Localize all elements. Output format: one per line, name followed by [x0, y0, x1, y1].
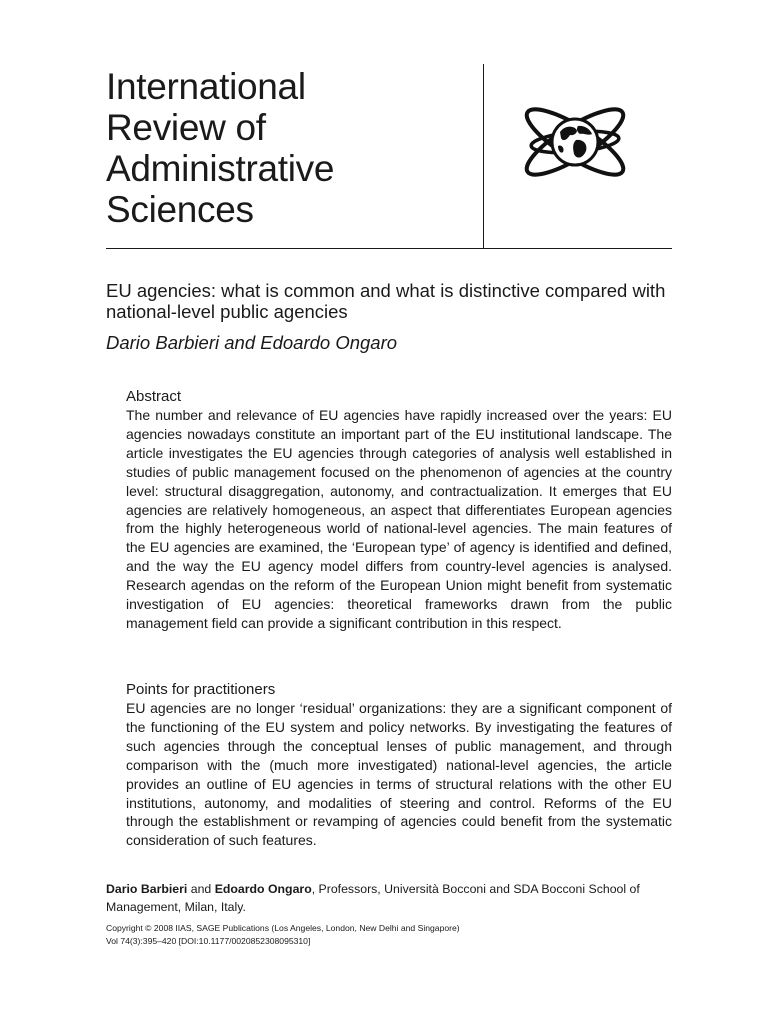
copyright-notice [106, 922, 672, 948]
citation-line: Vol 74(3):395–420 [DOI:10.1177/0020852308095310] [106, 936, 311, 946]
abstract-section [126, 387, 672, 633]
affiliation-and: and [187, 882, 215, 896]
points-text: EU agencies are no longer ‘residual’ organizations: they are a significant component of the functioning of the EU system and policy networks. By investigating the features of such agencies through the conceptual lenses of public management, and through comparison with the (much more investigated) national-level agencies, the article provides an outline of EU agencies in terms of structural relations with the other EU institutions, autonomy, and modalities of steering and control. Reforms of the EU through the establishment or revamping of agencies could benefit from the systematic consideration of such features. [126, 700, 672, 849]
author-affiliation [106, 880, 672, 916]
journal-title [106, 66, 466, 230]
journal-title-line: Administrative [106, 148, 335, 189]
article-title: EU agencies: what is common and what is distinctive compared with national-level public agencies [106, 280, 666, 322]
abstract-text: The number and relevance of EU agencies have rapidly increased over the years: EU agencies nowadays constitute an important part of the EU institutional landscape. The article investigates the EU agencies through categories of analysis well established in studies of public management focused on the phenomenon of agencies at the country level: structural disaggregation, autonomy, and contractualization. It emerges that EU agencies are relatively homogeneous, an aspect that differentiates European agencies from the highly heterogeneous world of national-level agencies. The main features of the EU agencies are examined, the ‘European type’ of agency is identified and defined, and the way the EU agency model differs from country-level agencies is analysed. Research agendas on the reform of the European Union might benefit from systematic investigation of EU agencies: theoretical frameworks drawn from the public management field can provide a significant contribution in this respect. [126, 407, 672, 631]
header-horizontal-divider [106, 248, 672, 249]
article-authors: Dario Barbieri and Edoardo Ongaro [106, 332, 398, 353]
header-vertical-divider [483, 64, 484, 249]
globe-atom-logo-icon [516, 96, 634, 188]
abstract-heading: Abstract [126, 388, 182, 405]
points-heading: Points for practitioners [126, 681, 276, 698]
points-for-practitioners-section [126, 680, 672, 850]
journal-title-line: Review of [106, 107, 266, 148]
author-name: Edoardo Ongaro [214, 882, 312, 896]
affiliation-text: , Professors, Università Bocconi and SDA Bocconi School of Management, Milan, Italy. [106, 882, 640, 914]
journal-title-line: Sciences [106, 189, 254, 230]
copyright-line: Copyright © 2008 IIAS, SAGE Publications (Los Angeles, London, New Delhi and Singapore) [106, 923, 460, 933]
author-name: Dario Barbieri [106, 882, 188, 896]
journal-title-line: International [106, 66, 306, 107]
